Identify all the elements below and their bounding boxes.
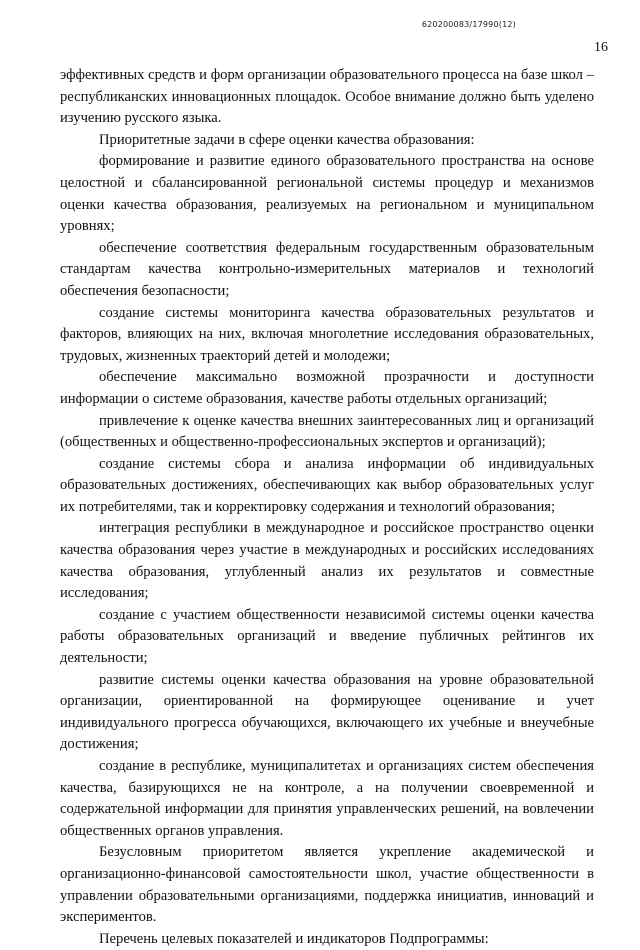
paragraph: эффективных средств и форм организации образовательного процесса на базе школ – республиканских инновационных площадок. Особое внимание должно быть уделено изучению русского языка. — [60, 67, 594, 127]
paragraph: развитие системы оценки качества образования на уровне образовательной организации, ориентированной на формирующее оценивание и учет индивидуального прогресса обучающихся, включающего их учебные и внеучебные достижения; — [60, 671, 594, 753]
paragraph: Безусловным приоритетом является укрепление академической и организационно-финансовой самостоятельности школ, участие общественности в управлении образовательными организациями, поддержка инициатив, инноваций и экспериментов. — [60, 844, 594, 926]
paragraph: интеграция республики в международное и российское пространство оценки качества образования через участие в международных и российских исследованиях качества образования, углубленный анализ их результатов и совместные исследования; — [60, 520, 594, 602]
paragraph: формирование и развитие единого образовательного пространства на основе целостной и сбалансированной региональной системы процедур и механизмов оценки качества образования, реализуемых на региональном и муниципальном уровнях; — [60, 153, 594, 235]
paragraph: обеспечение максимально возможной прозрачности и доступности информации о системе образования, качестве работы отдельных организаций; — [60, 369, 594, 407]
document-code: 620200083/17990(12) — [421, 20, 516, 29]
paragraph: Приоритетные задачи в сфере оценки качества образования: — [99, 131, 475, 148]
paragraph: привлечение к оценке качества внешних заинтересованных лиц и организаций (общественных и общественно-профессиональных экспертов и организаций); — [60, 412, 594, 451]
paragraph: обеспечение соответствия федеральным государственным образовательным стандартам качества контрольно-измерительных материалов и технологий обеспечения безопасности; — [60, 239, 594, 299]
paragraph: создание системы мониторинга качества образовательных результатов и факторов, влияющих на них, включая многолетние исследования образовательных, трудовых, жизненных траекторий детей и молодежи; — [60, 304, 594, 364]
paragraph: создание с участием общественности независимой системы оценки качества работы образовательных организаций и введение публичных рейтингов их деятельности; — [60, 606, 594, 667]
body-text — [60, 65, 594, 950]
paragraph: создание в республике, муниципалитетах и организациях систем обеспечения качества, базирующихся не на контроле, а на получении своевременной и содержательной информации для принятия управленческих решений, на вовлечении общественных органов управления. — [60, 758, 594, 839]
paragraph: создание системы сбора и анализа информации об индивидуальных образовательных достижениях, обеспечивающих как выбор образовательных услуг их потребителями, так и корректировку содержания и технологий образования; — [60, 455, 594, 515]
paragraph: Перечень целевых показателей и индикаторов Подпрограммы: — [99, 930, 489, 947]
page-number: 16 — [594, 40, 608, 55]
